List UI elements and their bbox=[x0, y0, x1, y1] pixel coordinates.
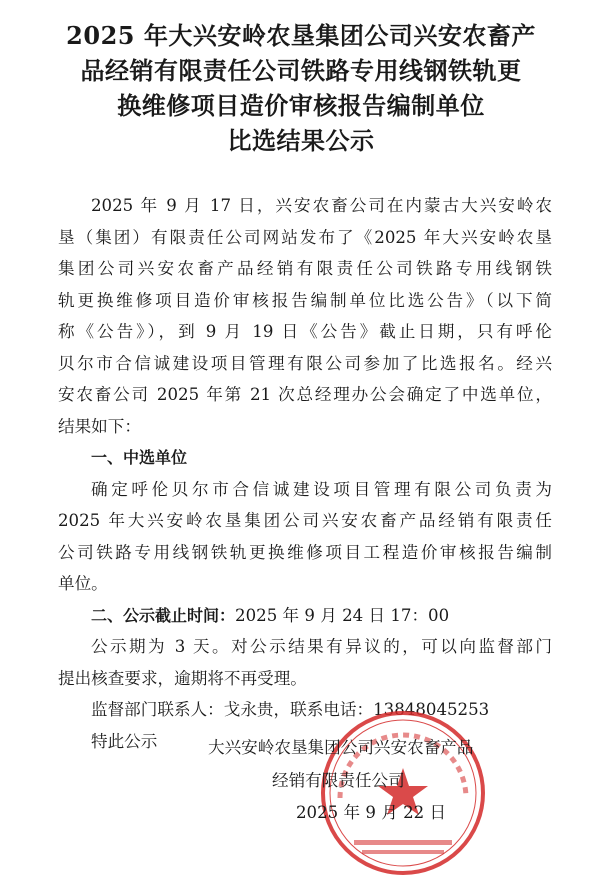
closing-text: 特此公示 bbox=[91, 731, 158, 751]
section-1-line: 单位。 bbox=[58, 574, 108, 593]
title-line-2: 品经销有限责任公司铁路专用线钢铁轨更 bbox=[80, 56, 522, 85]
intro-line: 轨更换维修项目造价审核报告编制单位比选公告》（以下简 bbox=[58, 290, 552, 310]
section-2-line: 提出核查要求，逾期将不再受理。 bbox=[58, 668, 307, 688]
section-1-line: 公司铁路专用线钢铁轨更换维修项目工程造价审核报告编制 bbox=[58, 542, 552, 562]
section-2-heading: 二、公示截止时间： bbox=[91, 605, 236, 625]
signature-org-line-2: 经销有限责任公司 bbox=[272, 771, 405, 790]
signature-org-line-1: 大兴安岭农垦集团公司兴安农畜产品 bbox=[208, 738, 474, 757]
intro-line: 2025 年 9 月 17 日，兴安农畜公司在内蒙古大兴安岭农 bbox=[91, 196, 552, 215]
title-line-1: 2025 年大兴安岭农垦集团公司兴安农畜产 bbox=[66, 21, 536, 50]
document-body bbox=[58, 190, 552, 757]
intro-line: 集团公司兴安农畜产品经销有限责任公司铁路专用线钢铁 bbox=[58, 259, 552, 278]
title-line-3: 换维修项目造价审核报告编制单位 bbox=[117, 91, 485, 120]
intro-line: 安农畜公司 2025 年第 21 次总经理办公会确定了中选单位， bbox=[58, 385, 552, 404]
section-1-heading: 一、中选单位 bbox=[91, 448, 188, 467]
section-1-line: 确定呼伦贝尔市合信诚建设项目管理有限公司负责为 bbox=[91, 479, 552, 499]
intro-line: 垦（集团）有限责任公司网站发布了《2025 年大兴安岭农垦 bbox=[58, 227, 552, 247]
intro-line: 结果如下： bbox=[58, 416, 141, 436]
title-line-4: 比选结果公示 bbox=[227, 126, 375, 155]
contact-phone-label: 联系电话： bbox=[290, 700, 374, 719]
signature-date: 2025 年 9 月 22 日 bbox=[296, 803, 447, 822]
section-1-line: 2025 年大兴安岭农垦集团公司兴安农畜产品经销有限责任 bbox=[58, 511, 552, 530]
intro-line: 贝尔市合信诚建设项目管理有限公司参加了比选报名。经兴 bbox=[58, 353, 552, 373]
document-title bbox=[40, 18, 562, 158]
contact-phone: 13848045253 bbox=[373, 700, 490, 719]
intro-line: 称《公告》），到 9 月 19 日《公告》截止日期，只有呼伦 bbox=[58, 322, 552, 341]
contact-name: 戈永贵， bbox=[223, 700, 291, 719]
intro-paragraph bbox=[58, 190, 552, 442]
section-2-line: 公示期为 3 天。对公示结果有异议的，可以向监督部门 bbox=[91, 637, 552, 656]
contact-label: 监督部门联系人： bbox=[91, 700, 224, 719]
deadline-value: 2025 年 9 月 24 日 17：00 bbox=[235, 605, 450, 625]
section-1-paragraph bbox=[58, 474, 552, 600]
section-2-heading-row bbox=[58, 600, 552, 632]
section-2-paragraph bbox=[58, 631, 552, 694]
